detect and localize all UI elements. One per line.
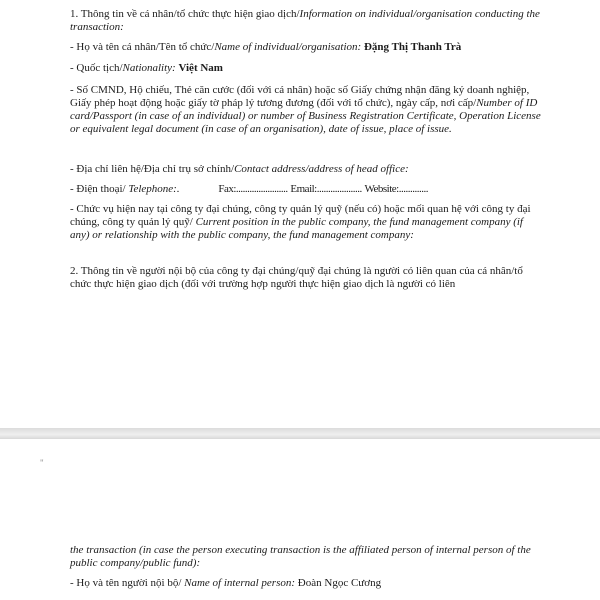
internal-person-value: Đoàn Ngọc Cương [297,577,382,589]
section-1-heading: 1. Thông tin về cá nhân/tổ chức thực hiện giao dịch/Information on individual/organisation conducting the transaction: [70,8,540,33]
nationality-value: Việt Nam [178,62,223,74]
name-line: - Họ và tên cá nhân/Tên tổ chức/Name of individual/organisation: Đặng Thị Thanh Trà [70,41,462,53]
website-field: Website:............. [364,183,428,195]
fax-field: Fax:....................... [218,183,288,195]
document-page-2 [0,439,600,600]
contact-line: - Điện thoại/ Telephone:. Fax:....................... Email:.................... Website:............. [70,183,428,195]
name-value: Đặng Thị Thanh Trà [363,41,462,53]
page-break [0,428,600,439]
nationality-line: - Quốc tịch/Nationality: Việt Nam [70,62,223,74]
position-line: - Chức vụ hiện nay tại công ty đại chúng, công ty quản lý quỹ (nếu có) hoặc mối quan hệ với công ty đại chúng, công ty quản lý quỹ/ Current position in the public company, the fund management company (if any) or relationship with the public company, the fund management company: [70,203,531,241]
email-field: Email:.................... [290,183,362,195]
internal-person-line: - Họ và tên người nội bộ/ Name of internal person: Đoàn Ngọc Cương [70,577,382,589]
corner-mark: " [40,458,44,468]
id-document-line: - Số CMND, Hộ chiếu, Thẻ căn cước (đối với cá nhân) hoặc số Giấy chứng nhận đăng ký doanh nghiệp, Giấy phép hoạt động hoặc giấy tờ pháp lý tương đương (đối với tổ chức), ngày cấp, nơi cấp/Number of ID card/Passport (in case of an individual) or number of Business Registration Certificate, Operation License or equivalent legal document (in case of an organisation), date of issue, place of issue. [70,84,541,135]
section-2-continuation: the transaction (in case the person executing transaction is the affiliated person of internal person of the public company/public fund): [70,544,531,569]
section-2-heading: 2. Thông tin về người nội bộ của công ty đại chúng/quỹ đại chúng là người có liên quan của cá nhân/tổ chức thực hiện giao dịch (đối với trường hợp người thực hiện giao dịch là người có liên [70,265,523,290]
address-line: - Địa chỉ liên hệ/Địa chỉ trụ sở chính/Contact address/address of head office: [70,163,409,175]
